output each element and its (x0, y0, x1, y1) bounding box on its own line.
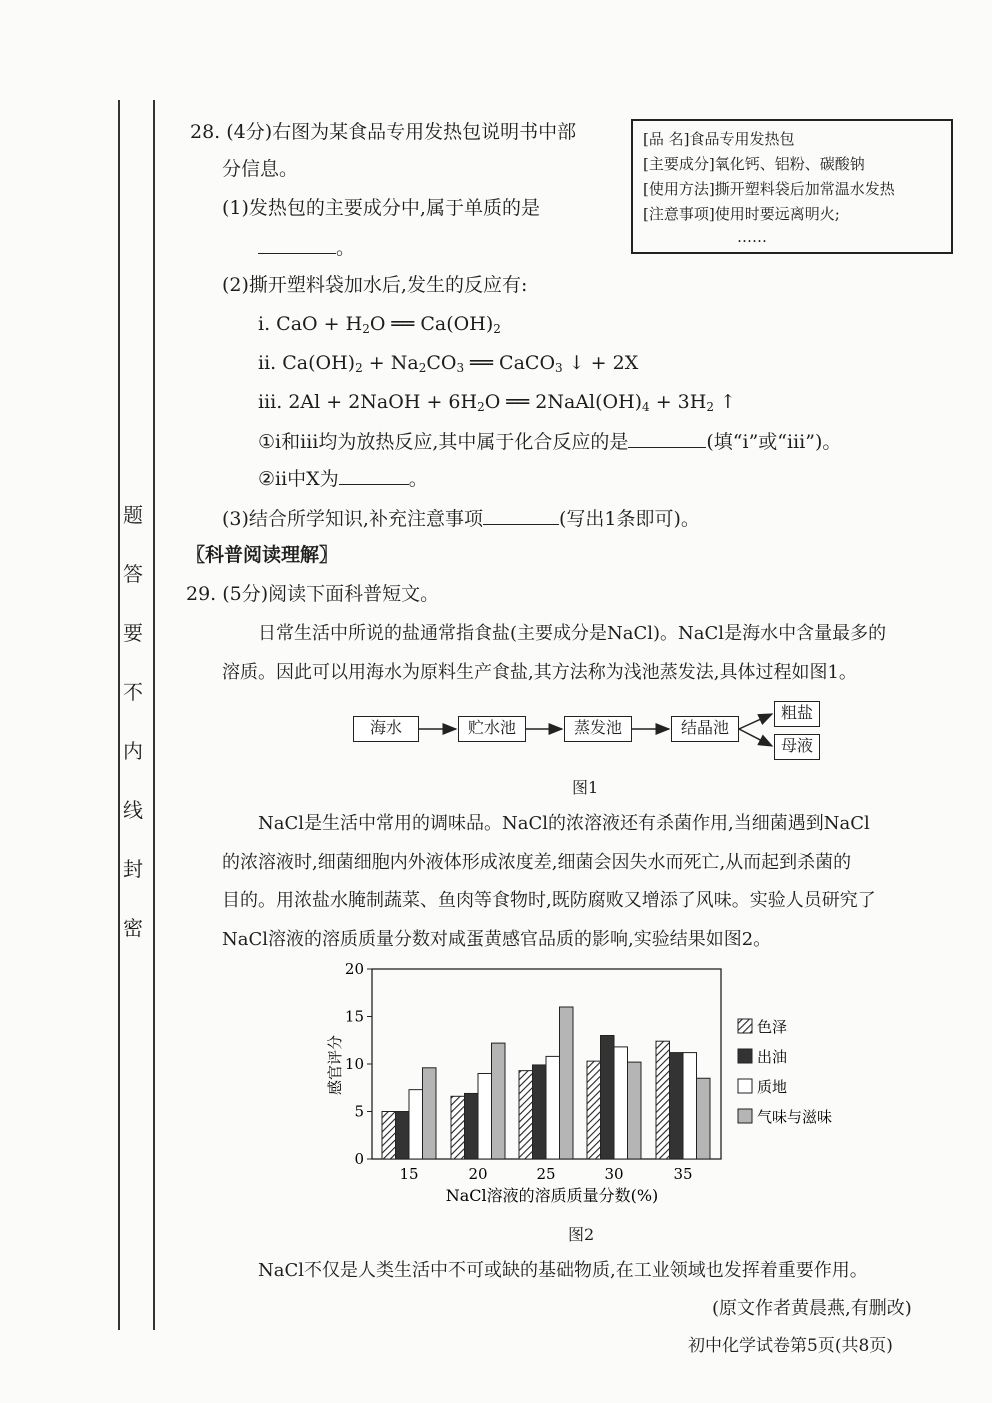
q29-para2-line1: NaCl是生活中常用的调味品。NaCl的浓溶液还有杀菌作用,当细菌遇到NaCl (258, 813, 870, 834)
bar (628, 1062, 642, 1159)
legend-label: 质地 (757, 1078, 788, 1096)
bar (409, 1090, 423, 1159)
bar (533, 1065, 547, 1159)
bar (601, 1036, 615, 1160)
y-tick-label: 5 (354, 1102, 364, 1121)
q28-part3: (3)结合所学知识,补充注意事项 (写出1条即可)。 (222, 508, 700, 530)
q28-part1: (1)发热包的主要成分中,属于单质的是 (222, 197, 540, 219)
legend-swatch (738, 1049, 752, 1063)
q29-para3: NaCl不仅是人类生活中不可或缺的基础物质,在工业领域也发挥着重要作用。 (258, 1260, 868, 1281)
bar (656, 1041, 670, 1159)
reaction-3: ⅲ. 2Al + 2NaOH + $6H_2O$ ══ $2NaAl(OH)_4 + 3H_2$ ↑ (258, 391, 736, 414)
bar (492, 1043, 506, 1159)
y-tick-label: 15 (344, 1007, 364, 1026)
bar (683, 1053, 697, 1159)
flow-box-storage: 贮水池 (458, 716, 526, 742)
q28-sub2: ②ⅱ中X为 。 (258, 468, 428, 490)
punct: 。 (336, 237, 356, 259)
bar (560, 1007, 574, 1159)
seal-char: 题 (123, 503, 143, 527)
bar (423, 1068, 437, 1159)
fig2-caption: 图2 (568, 1225, 595, 1244)
seal-char: 内 (123, 739, 143, 763)
q29-para1-line1: 日常生活中所说的盐通常指食盐(主要成分是NaCl)。NaCl是海水中含量最多的 (258, 623, 887, 644)
legend-swatch (738, 1079, 752, 1093)
q29-para2-line4: NaCl溶液的溶质质量分数对咸蛋黄感官品质的影响,实验结果如图2。 (222, 929, 772, 950)
q28-part2: (2)撕开塑料袋加水后,发生的反应有: (222, 274, 528, 296)
legend-label: 气味与滋味 (757, 1108, 833, 1126)
q28-sub1: ①ⅰ和ⅲ均为放热反应,其中属于化合反应的是 (填“ⅰ”或“ⅲ”)。 (258, 431, 842, 453)
legend-label: 色泽 (757, 1018, 788, 1036)
x-tick-label: 35 (673, 1165, 693, 1183)
flow-box-evaporation: 蒸发池 (564, 716, 632, 742)
q29-para2-line3: 目的。用浓盐水腌制蔬菜、鱼肉等食物时,既防腐败又增添了风味。实验人员研究了 (222, 890, 876, 911)
bar (465, 1093, 479, 1159)
bar (697, 1078, 711, 1159)
bar (478, 1074, 492, 1160)
x-axis-label: NaCl溶液的溶质质量分数(%) (445, 1186, 659, 1205)
seal-char: 线 (123, 798, 143, 822)
bar (587, 1061, 601, 1159)
page-footer: 初中化学试卷第5页(共8页) (688, 1336, 893, 1356)
q29-para1-line2: 溶质。因此可以用海水为原料生产食盐,其方法称为浅池蒸发法,具体过程如图1。 (222, 662, 857, 683)
x-tick-label: 30 (604, 1165, 624, 1183)
info-name: [品 名]食品专用发热包 (643, 130, 795, 148)
q28-stem-cont: 分信息。 (222, 158, 299, 180)
legend-swatch (738, 1109, 752, 1123)
reaction-1: ⅰ. CaO + $H_2O$ ══ $Ca(OH)_2$ (258, 313, 501, 336)
bar (614, 1047, 628, 1159)
bar (519, 1071, 533, 1159)
x-tick-label: 15 (399, 1165, 419, 1183)
q28-stem: 28. (4分)右图为某食品专用发热包说明书中部 (190, 121, 577, 143)
fig1-caption: 图1 (572, 778, 599, 797)
info-caution: [注意事项]使用时要远离明火; (643, 205, 840, 223)
seal-char: 不 (123, 680, 143, 704)
y-tick-label: 10 (344, 1055, 364, 1073)
legend-label: 出油 (757, 1048, 788, 1066)
bar (382, 1112, 396, 1160)
seal-char: 封 (123, 857, 143, 881)
y-axis-label: 感官评分 (326, 1034, 344, 1096)
info-ingredients: [主要成分]氧化钙、铝粉、碳酸钠 (643, 155, 865, 173)
seal-char: 密 (123, 916, 143, 940)
flow-box-crystallization: 结晶池 (671, 716, 739, 742)
flow-box-mother-liquor: 母液 (774, 734, 820, 760)
section-title: 〖科普阅读理解〗 (186, 544, 339, 566)
flow-box-seawater: 海水 (353, 716, 419, 742)
x-tick-label: 20 (468, 1165, 488, 1183)
source-note: (原文作者黄晨燕,有删改) (712, 1298, 912, 1319)
reaction-2: ⅱ. $Ca(OH)_2 + Na_2CO_3$ ══ CaCO$_3$ ↓ + 2X (258, 352, 639, 375)
info-ellipsis: …… (737, 228, 767, 246)
q29-para2-line2: 的浓溶液时,细菌细胞内外液体形成浓度差,细菌会因失水而死亡,从而起到杀菌的 (222, 852, 852, 873)
bar (396, 1112, 410, 1160)
bar (670, 1053, 684, 1159)
seal-char: 答 (123, 562, 143, 586)
q29-stem: 29. (5分)阅读下面科普短文。 (186, 583, 440, 605)
x-tick-label: 25 (536, 1165, 556, 1183)
y-tick-label: 20 (344, 960, 364, 978)
bar (451, 1096, 465, 1159)
flow-box-crude-salt: 粗盐 (774, 701, 820, 727)
y-tick-label: 0 (354, 1150, 364, 1168)
info-usage: [使用方法]撕开塑料袋后加常温水发热 (643, 180, 895, 198)
seal-char: 要 (123, 621, 143, 645)
bar (546, 1056, 560, 1159)
legend-swatch (738, 1019, 752, 1033)
